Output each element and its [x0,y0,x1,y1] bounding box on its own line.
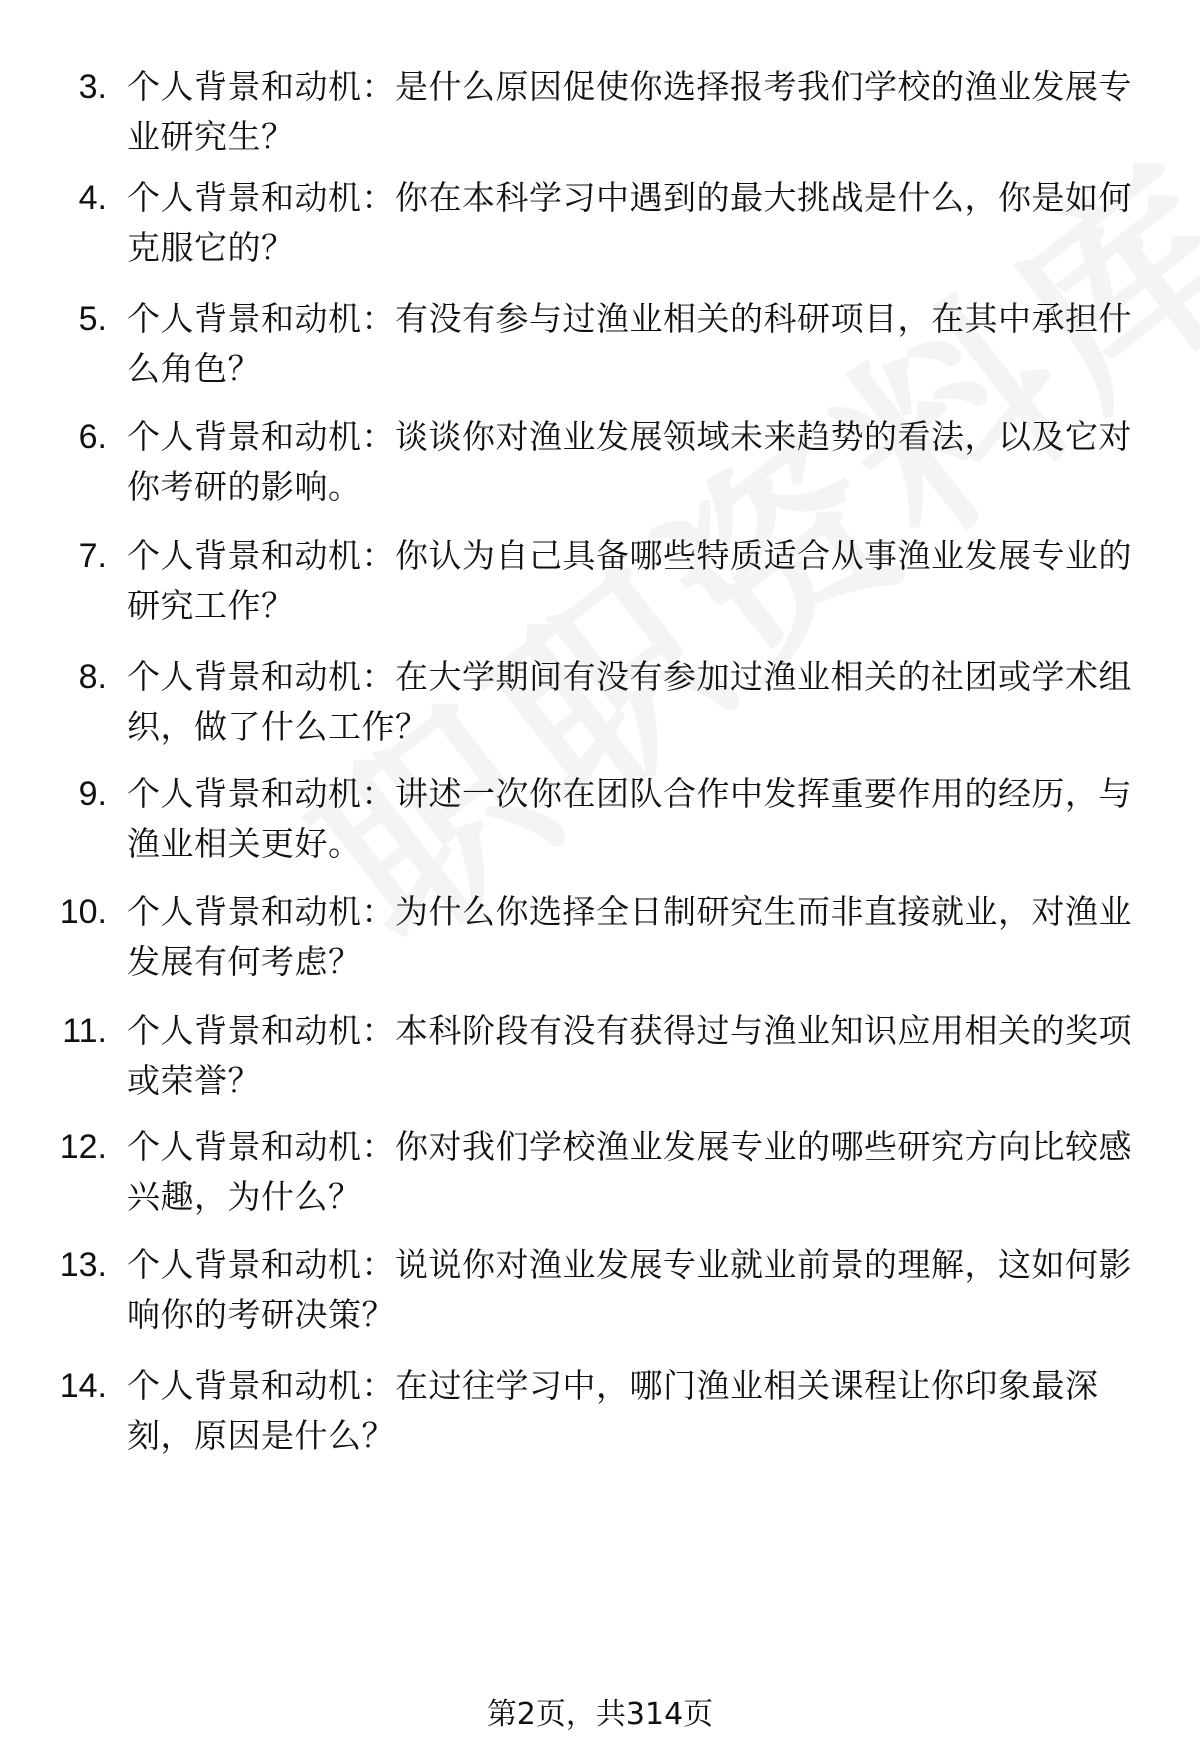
question-text: 个人背景和动机：说说你对渔业发展专业就业前景的理解，这如何影响你的考研决策？ [127,1245,1132,1334]
question-text: 个人背景和动机：在过往学习中，哪门渔业相关课程让你印象最深刻，原因是什么？ [127,1366,1099,1455]
question-text: 个人背景和动机：在大学期间有没有参加过渔业相关的社团或学术组织，做了什么工作？ [127,657,1132,746]
question-number: 12. [59,1128,107,1166]
question-text: 个人背景和动机：你对我们学校渔业发展专业的哪些研究方向比较感兴趣，为什么？ [127,1127,1132,1216]
question-number: 5. [78,300,107,338]
question-number: 9. [78,775,107,813]
question-number: 4. [78,179,107,217]
question-number: 11. [62,1012,107,1050]
question-text: 个人背景和动机：你在本科学习中遇到的最大挑战是什么，你是如何克服它的？ [127,178,1132,267]
question-number: 3. [78,68,107,106]
question-text: 个人背景和动机：谈谈你对渔业发展领域未来趋势的看法，以及它对你考研的影响。 [127,417,1132,506]
question-text: 个人背景和动机：有没有参与过渔业相关的科研项目，在其中承担什么角色？ [127,299,1132,388]
question-number: 6. [78,418,107,456]
question-text: 个人背景和动机：你认为自己具备哪些特质适合从事渔业发展专业的研究工作？ [127,536,1132,625]
question-text: 个人背景和动机：是什么原因促使你选择报考我们学校的渔业发展专业研究生？ [127,67,1132,156]
question-text: 个人背景和动机：为什么你选择全日制研究生而非直接就业，对渔业发展有何考虑？ [127,892,1132,981]
question-text: 个人背景和动机：本科阶段有没有获得过与渔业知识应用相关的奖项或荣誉？ [127,1011,1132,1100]
question-number: 8. [78,658,107,696]
question-number: 13. [59,1246,107,1284]
question-number: 10. [59,893,107,931]
page-footer: 第2页，共314页 [486,1697,714,1732]
question-number: 14. [59,1367,107,1405]
question-number: 7. [78,537,107,575]
question-text: 个人背景和动机：讲述一次你在团队合作中发挥重要作用的经历，与渔业相关更好。 [127,774,1132,863]
